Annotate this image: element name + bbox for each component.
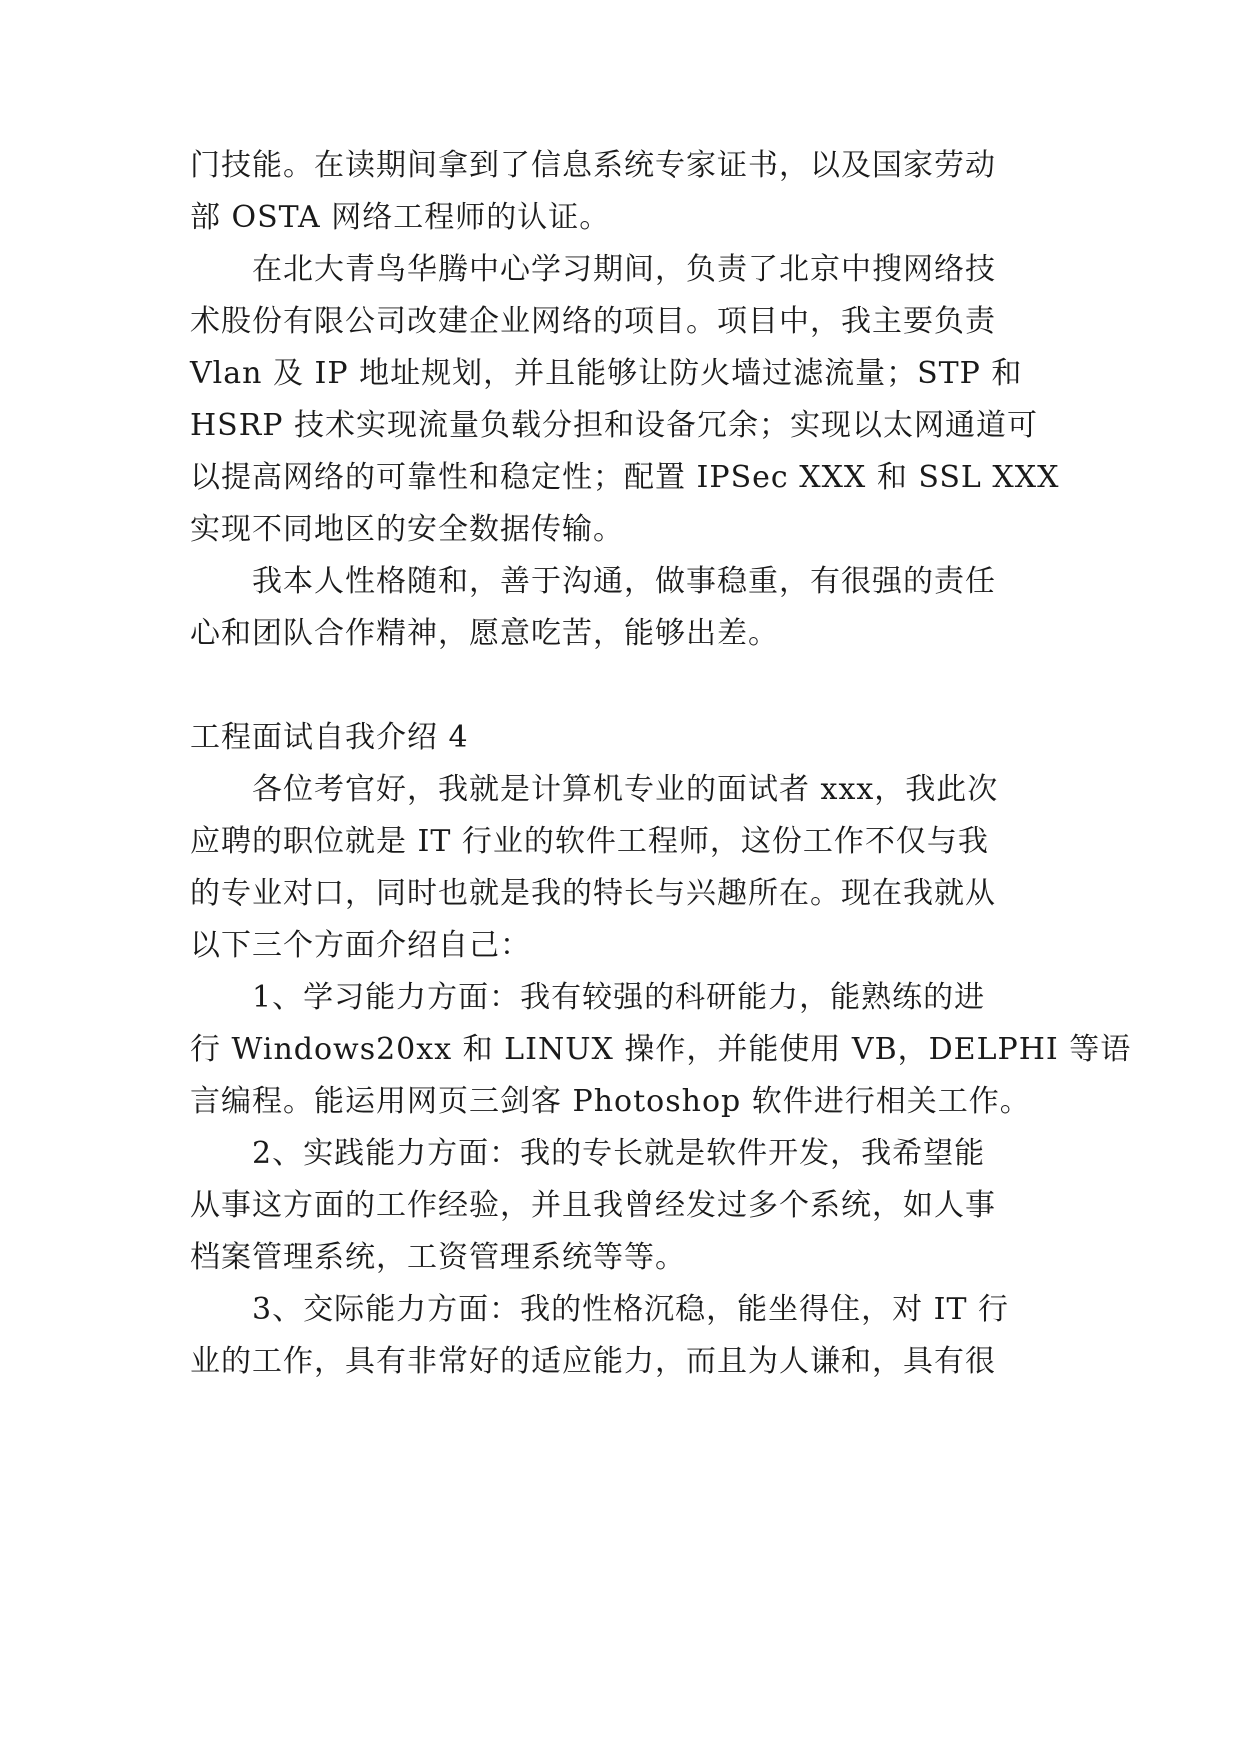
paragraph-line: 心和团队合作精神，愿意吃苦，能够出差。 xyxy=(190,616,779,651)
paragraph-line: 门技能。在读期间拿到了信息系统专家证书，以及国家劳动 xyxy=(190,148,996,183)
paragraph-line: 部 OSTA 网络工程师的认证。 xyxy=(190,200,611,235)
paragraph-line: 以提高网络的可靠性和稳定性；配置 IPSec XXX 和 SSL XXX xyxy=(190,460,1060,495)
paragraph-line: 业的工作，具有非常好的适应能力，而且为人谦和，具有很 xyxy=(190,1344,996,1379)
paragraph-line: 言编程。能运用网页三剑客 Photoshop 软件进行相关工作。 xyxy=(190,1084,1031,1119)
paragraph-line: 以下三个方面介绍自己： xyxy=(190,928,531,963)
paragraph-line: 各位考官好，我就是计算机专业的面试者 xxx，我此次 xyxy=(252,772,999,807)
paragraph-line: 的专业对口，同时也就是我的特长与兴趣所在。现在我就从 xyxy=(190,876,996,911)
paragraph-line: 从事这方面的工作经验，并且我曾经发过多个系统，如人事 xyxy=(190,1188,996,1223)
paragraph-line: 术股份有限公司改建企业网络的项目。项目中，我主要负责 xyxy=(190,304,996,339)
paragraph-line: 2、实践能力方面：我的专长就是软件开发，我希望能 xyxy=(252,1136,986,1171)
paragraph-line: Vlan 及 IP 地址规划，并且能够让防火墙过滤流量；STP 和 xyxy=(190,356,1023,391)
section-heading: 工程面试自我介绍 4 xyxy=(190,720,469,755)
paragraph-line: 1、学习能力方面：我有较强的科研能力，能熟练的进 xyxy=(252,980,986,1015)
paragraph-line: 行 Windows20xx 和 LINUX 操作，并能使用 VB，DELPHI 等语 xyxy=(190,1032,1132,1067)
paragraph-line: 我本人性格随和，善于沟通，做事稳重，有很强的责任 xyxy=(252,564,996,599)
paragraph-line: HSRP 技术实现流量负载分担和设备冗余；实现以太网通道可 xyxy=(190,408,1039,443)
paragraph-line: 在北大青鸟华腾中心学习期间，负责了北京中搜网络技 xyxy=(252,252,996,287)
paragraph-line: 实现不同地区的安全数据传输。 xyxy=(190,512,624,547)
paragraph-line: 应聘的职位就是 IT 行业的软件工程师，这份工作不仅与我 xyxy=(190,824,989,859)
paragraph-line: 3、交际能力方面：我的性格沉稳，能坐得住，对 IT 行 xyxy=(252,1292,1010,1327)
paragraph-line: 档案管理系统，工资管理系统等等。 xyxy=(190,1240,686,1275)
